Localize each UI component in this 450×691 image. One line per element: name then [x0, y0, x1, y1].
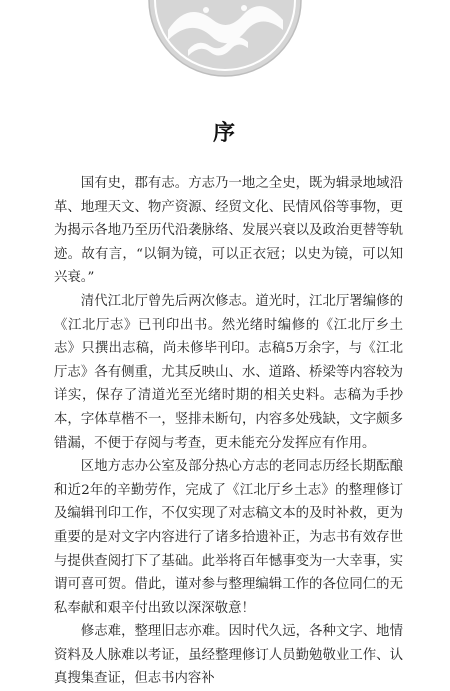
dragon-seal-icon — [148, 0, 302, 80]
preface-body — [54, 172, 403, 691]
paragraph: 国有史，郡有志。方志乃一地之全史，既为辑录地域沿革、地理天文、物产资源、经贸文化、民情风俗等事物，更为揭示各地乃至历代沿袭脉络、发展兴衰以及政治更替等轨迹。故有言，“以铜为镜，可以正衣冠；以史为镜，可以知兴衰。” — [54, 176, 403, 286]
paragraph: 清代江北厅曾先后两次修志。道光时，江北厅署编修的《江北厅志》已刊印出书。然光绪时编修的《江北厅乡土志》只撰出志稿，尚未修毕刊印。志稿5万余字，与《江北厅志》各有侧重，尤其反映山、水、道路、桥梁等内容较为详实，保存了清道光至光绪时期的相关史料。志稿为手抄本，字体草楷不一，竖排未断句，内容多处残缺，文字颇多错漏，不便于存阅与考查，更未能充分发挥应有作用。 — [54, 293, 403, 451]
paragraph: 修志难，整理旧志亦难。因时代久远，各种文字、地情资料及人脉难以考证，虽经整理修订人员勤勉敬业工作、认真搜集查证，但志书内容补 — [54, 624, 403, 687]
page-title: 序 — [212, 120, 237, 146]
paragraph: 区地方志办公室及部分热心方志的老同志历经长期酝酿和近2年的辛勤劳作，完成了《江北厅乡土志》的整理修订及编辑刊印工作，不仅实现了对志稿文本的及时补救，更为重要的是对文字内容进行了诸多拾遗补正，为志书有效存世与提供查阅打下了基础。此举将百年憾事变为一大幸事，实谓可喜可贺。借此，谨对参与整理编辑工作的各位同仁的无私奉献和艰辛付出致以深深敬意！ — [54, 459, 403, 616]
